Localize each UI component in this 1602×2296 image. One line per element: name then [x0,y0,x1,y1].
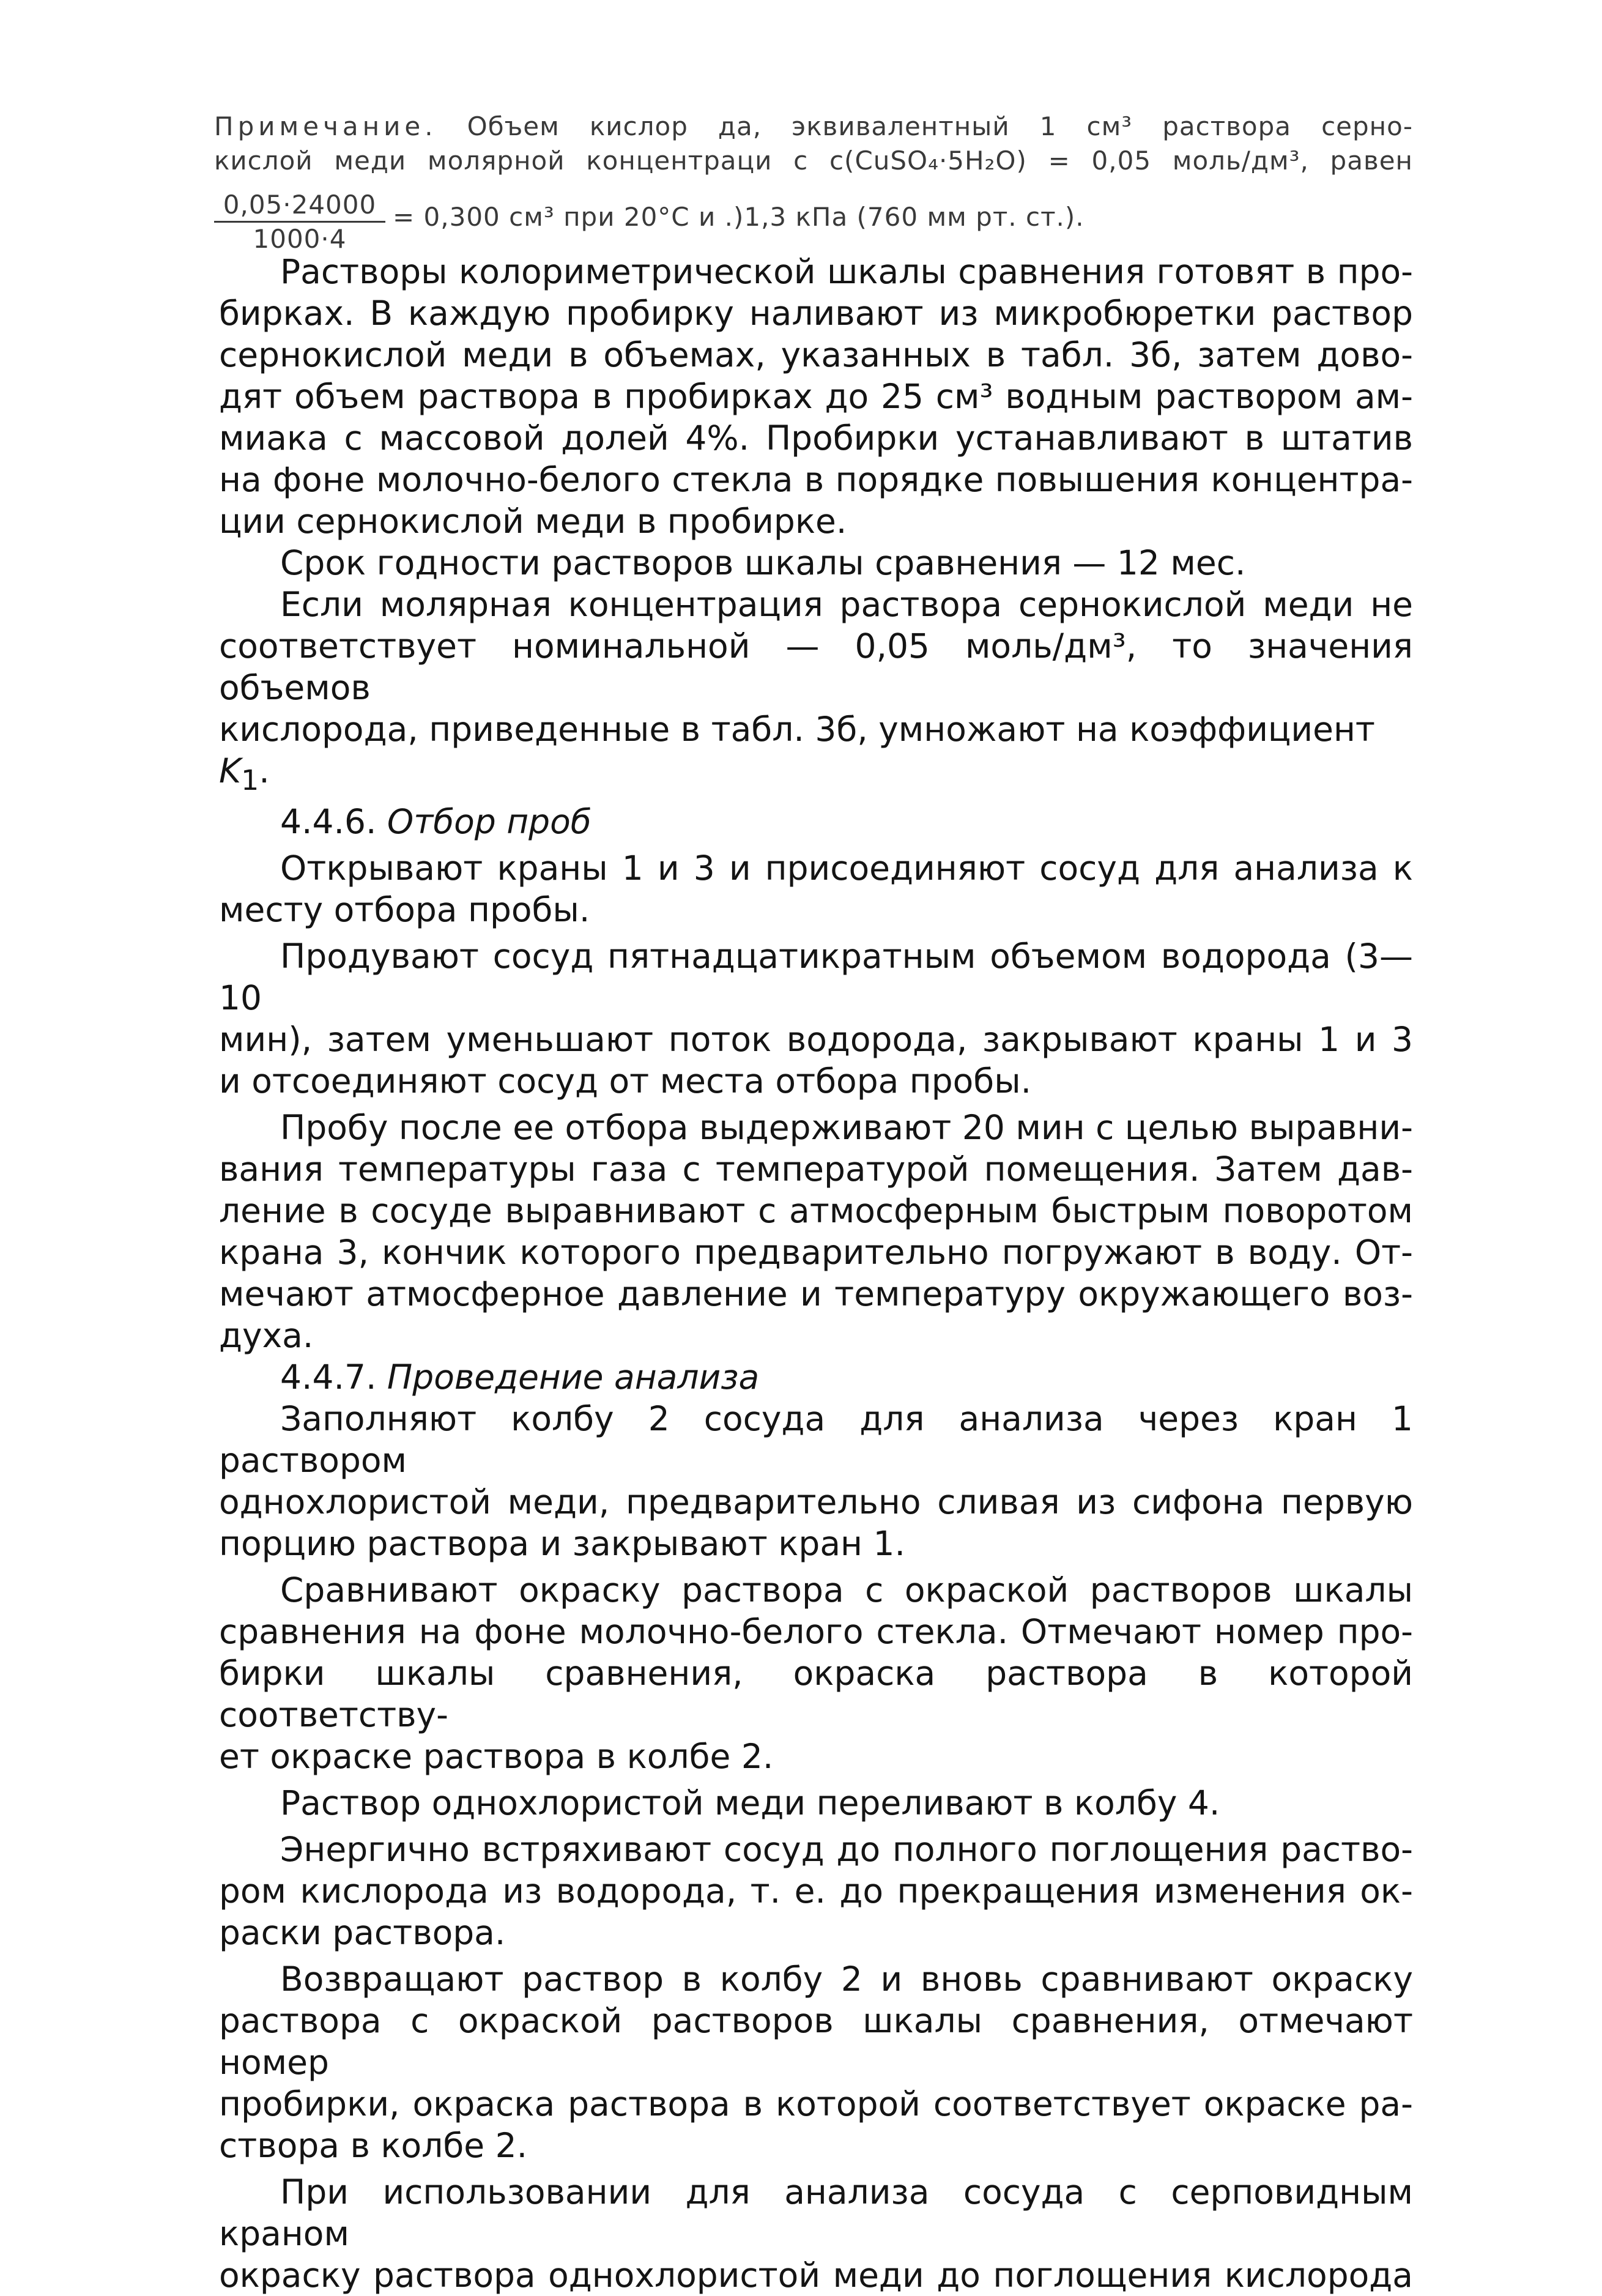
note-line-1-text: Объем кислор да, эквивалентный 1 см³ раствора серно- [467,111,1413,141]
text-line: сравнения на фоне молочно-белого стекла. Отмечают номер про- [219,1612,1413,1651]
text-line: раски раствора. [219,1913,506,1952]
paragraph-purge [219,935,1413,1102]
section-number: 4.4.7. [280,1358,377,1397]
text-line: Раствор однохлористой меди переливают в колбу 4. [280,1783,1220,1822]
text-line: ет окраске раствора в колбе 2. [219,1737,774,1776]
text-line: Энергично встряхивают сосуд до полного поглощения раство- [280,1830,1413,1869]
note-label: Примечание. [214,111,437,141]
text-line: ции сернокислой меди в пробирке. [219,502,847,541]
text-line: Сравнивают окраску раствора с окраской растворов шкалы [280,1570,1413,1610]
text-line: Открывают краны 1 и 3 и присоединяют сосуд для анализа к [280,849,1413,888]
paragraph-fill-flask [219,1398,1413,1564]
paragraph-pour [219,1782,1413,1824]
paragraph-sickle [219,2171,1413,2296]
text-line: Срок годности растворов шкалы сравнения — 12 мес. [280,543,1246,582]
text-line: створа в колбе 2. [219,2126,528,2165]
section-heading-4-4-7 [219,1356,1413,1398]
paragraph-scale-prep [219,251,1413,542]
paragraph-shake [219,1829,1413,1953]
text-line: вания температуры газа с температурой помещения. Затем дав- [219,1150,1413,1189]
text-line: бирки шкалы сравнения, окраска раствора в которой соответству- [219,1654,1413,1734]
note-line-2: кислой меди молярной концентраци с c(CuSO₄·5H₂O) = 0,05 моль/дм³, равен [214,146,1413,176]
coefficient-subscript: 1 [241,763,259,797]
section-title: Отбор проб [387,802,591,841]
text-line: Растворы колориметрической шкалы сравнения готовят в про- [280,252,1413,291]
body-text [219,251,1413,2296]
paragraph-shelf-life [219,542,1413,584]
text-line: Возвращают раствор в колбу 2 и вновь сравнивают окраску [280,1960,1413,1999]
text-line [219,708,1413,801]
text-line: на фоне молочно-белого стекла в порядке повышения концентра- [219,460,1413,499]
text-line: мечают атмосферное давление и температуру окружающего воз- [219,1274,1413,1313]
fraction-numerator: 0,05·24000 [214,190,385,223]
paragraph-return [219,1958,1413,2166]
text-line: соответствует номинальной — 0,05 моль/дм³, то значения объемов [219,626,1413,707]
text-line: раствора с окраской растворов шкалы сравнения, отмечают номер [219,2001,1413,2082]
section-heading-4-4-6 [219,801,1413,842]
fraction-denominator: 1000·4 [253,224,347,254]
coefficient-symbol: K [219,751,242,790]
text-line: сернокислой меди в объемах, указанных в табл. 3б, затем дово- [219,335,1413,374]
text-line: Если молярная концентрация раствора сернокислой меди не [280,585,1413,624]
text-line: Продувают сосуд пятнадцатикратным объемом водорода (3—10 [219,937,1413,1017]
text-line: дят объем раствора в пробирках до 25 см³ водным раствором ам- [219,377,1413,416]
text-line: миака с массовой долей 4%. Пробирки устанавливают в штатив [219,418,1413,458]
text-line: Заполняют колбу 2 сосуда для анализа через кран 1 раствором [219,1399,1413,1480]
text-line: однохлористой меди, предварительно сливая из сифона первую [219,1482,1413,1521]
text-line: и отсоединяют сосуд от места отбора пробы. [219,1061,1032,1101]
paragraph-compare [219,1569,1413,1777]
note-line-1 [214,111,1413,141]
note-line-3: = 0,300 см³ при 20°C и .)1,3 кПа (760 мм рт. ст.). [393,202,1085,232]
text-fragment: . [259,751,270,790]
text-line: ром кислорода из водорода, т. е. до прекращения изменения ок- [219,1871,1413,1911]
paragraph-hold [219,1107,1413,1356]
text-line: духа. [219,1316,314,1355]
section-title: Проведение анализа [387,1358,760,1397]
section-number: 4.4.6. [280,802,377,841]
text-line: крана 3, кончик которого предварительно погружают в воду. От- [219,1233,1413,1272]
text-line: При использовании для анализа сосуда с серповидным краном [219,2172,1413,2253]
text-line: месту отбора пробы. [219,890,590,929]
text-fragment: кислорода, приведенные в табл. 3б, умножают на коэффициент [219,710,1375,749]
text-line: бирках. В каждую пробирку наливают из микробюретки раствор [219,294,1413,333]
text-line: окраску раствора однохлористой меди до поглощения кислорода [219,2256,1413,2295]
text-line: ление в сосуде выравнивают с атмосферным быстрым поворотом [219,1191,1413,1230]
text-line: пробирки, окраска раствора в которой соответствует окраске ра- [219,2084,1413,2123]
note-fraction [214,190,385,254]
paragraph-coefficient [219,584,1413,801]
paragraph-open-taps [219,847,1413,931]
text-line: Пробу после ее отбора выдерживают 20 мин с целью выравни- [280,1108,1413,1147]
text-line: порцию раствора и закрывают кран 1. [219,1524,905,1563]
text-line: мин), затем уменьшают поток водорода, закрывают краны 1 и 3 [219,1020,1413,1059]
